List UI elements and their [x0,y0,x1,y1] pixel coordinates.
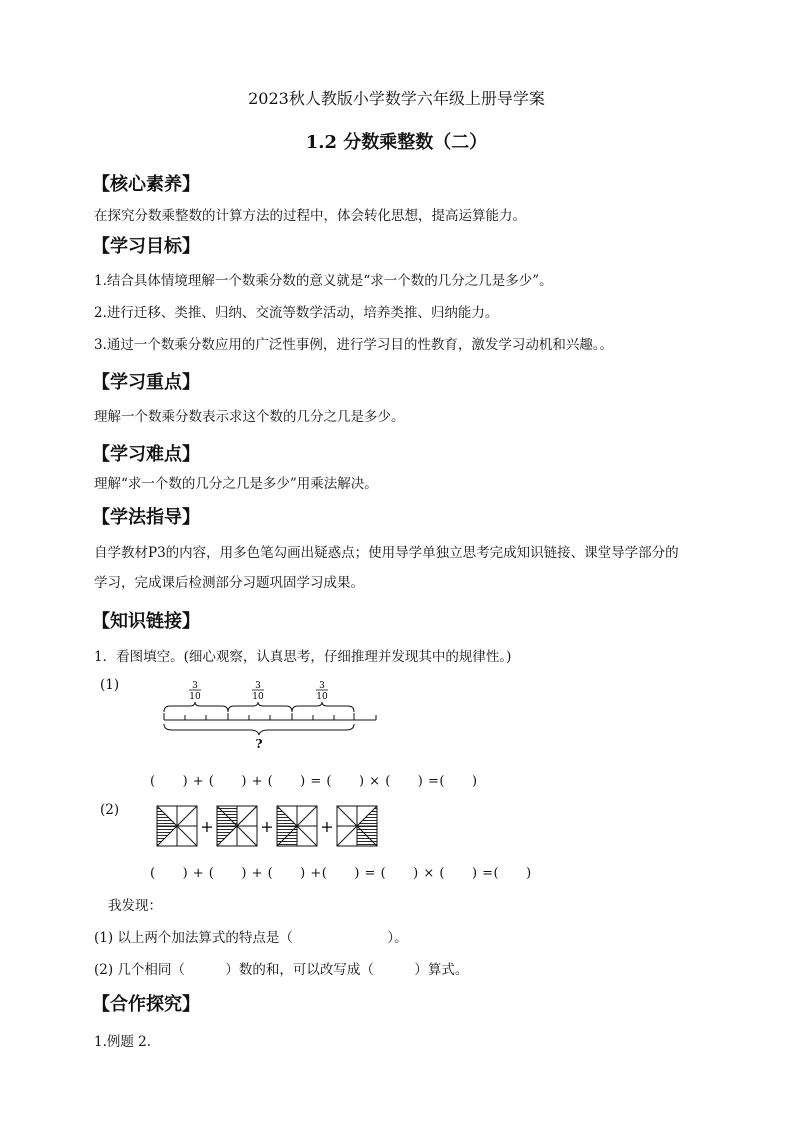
square-4 [337,806,377,846]
goal-item-2: 2.进行迁移、类推、归纳、交流等数学活动，培养类推、归纳能力。 [94,305,499,321]
discover-item-2: (2) 几个相同（ ）数的和，可以改写成（ ）算式。 [94,962,469,978]
plus-sign: + [260,817,274,836]
square-2 [217,806,257,846]
fraction-label [316,681,328,702]
square-3 [277,806,317,846]
square-diagrams [154,804,384,850]
heading-difficult: 【学习难点】 [92,444,200,465]
top-brace [292,702,354,712]
part1-label: (1) [100,677,120,693]
tick-marks [164,713,376,720]
document-title: 2023秋人教版小学数学六年级上册导学案 [248,89,545,108]
fraction-denominator: 10 [316,692,328,702]
method-line-1: 自学教材P3的内容，用多色笔勾画出疑惑点；使用导学单独立思考完成知识链接、课堂导学部分的 [94,545,679,561]
goal-item-3: 3.通过一个数乘分数应用的广泛性事例，进行学习目的性教育，激发学习动机和兴趣。。 [94,337,614,353]
discover-item-1: (1) 以上两个加法算式的特点是（ ）。 [94,930,408,946]
formula-1: ( ) + ( ) + ( ) = ( ) × ( ) =( ) [150,774,478,789]
heading-core: 【核心素养】 [92,174,200,195]
part2-label: (2) [100,802,120,818]
core-text: 在探究分数乘整数的计算方法的过程中，体会转化思想，提高运算能力。 [94,208,526,224]
top-brace [164,702,228,712]
discover-label: 我发现： [108,898,162,914]
difficult-text: 理解“求一个数的几分之几是多少”用乘法解决。 [94,476,378,492]
heading-link: 【知识链接】 [92,611,200,632]
fraction-label [252,681,264,702]
fraction-numerator: 3 [192,681,198,691]
fraction-label [189,681,201,702]
plus-sign: + [320,817,334,836]
top-brace [228,702,292,712]
goal-item-1: 1.结合具体情境理解一个数乘分数的意义就是“求一个数的几分之几是多少”。 [94,273,553,289]
heading-goals: 【学习目标】 [92,236,200,257]
heading-method: 【学法指导】 [92,507,200,528]
heading-key: 【学习重点】 [92,372,200,393]
plus-sign: + [200,817,214,836]
fraction-numerator: 3 [319,681,325,691]
key-text: 理解一个数乘分数表示求这个数的几分之几是多少。 [94,409,405,425]
fraction-numerator: 3 [255,681,261,691]
method-line-2: 学习，完成课后检测部分习题巩固学习成果。 [94,575,364,591]
link-question-1: 1．看图填空。(细心观察，认真思考，仔细推理并发现其中的规律性。) [94,649,512,665]
fraction-denominator: 10 [189,692,201,702]
lesson-title: 1.2 分数乘整数（二） [305,132,488,153]
example-2: 1.例题 2. [94,1034,152,1050]
square-1 [157,806,197,846]
bottom-brace [164,724,354,735]
number-line-diagram [150,676,390,756]
heading-coop: 【合作探究】 [92,994,200,1015]
fraction-denominator: 10 [252,692,264,702]
question-mark: ? [255,737,263,751]
formula-2: ( ) + ( ) + ( ) +( ) = ( ) × ( ) =( ) [150,866,532,881]
